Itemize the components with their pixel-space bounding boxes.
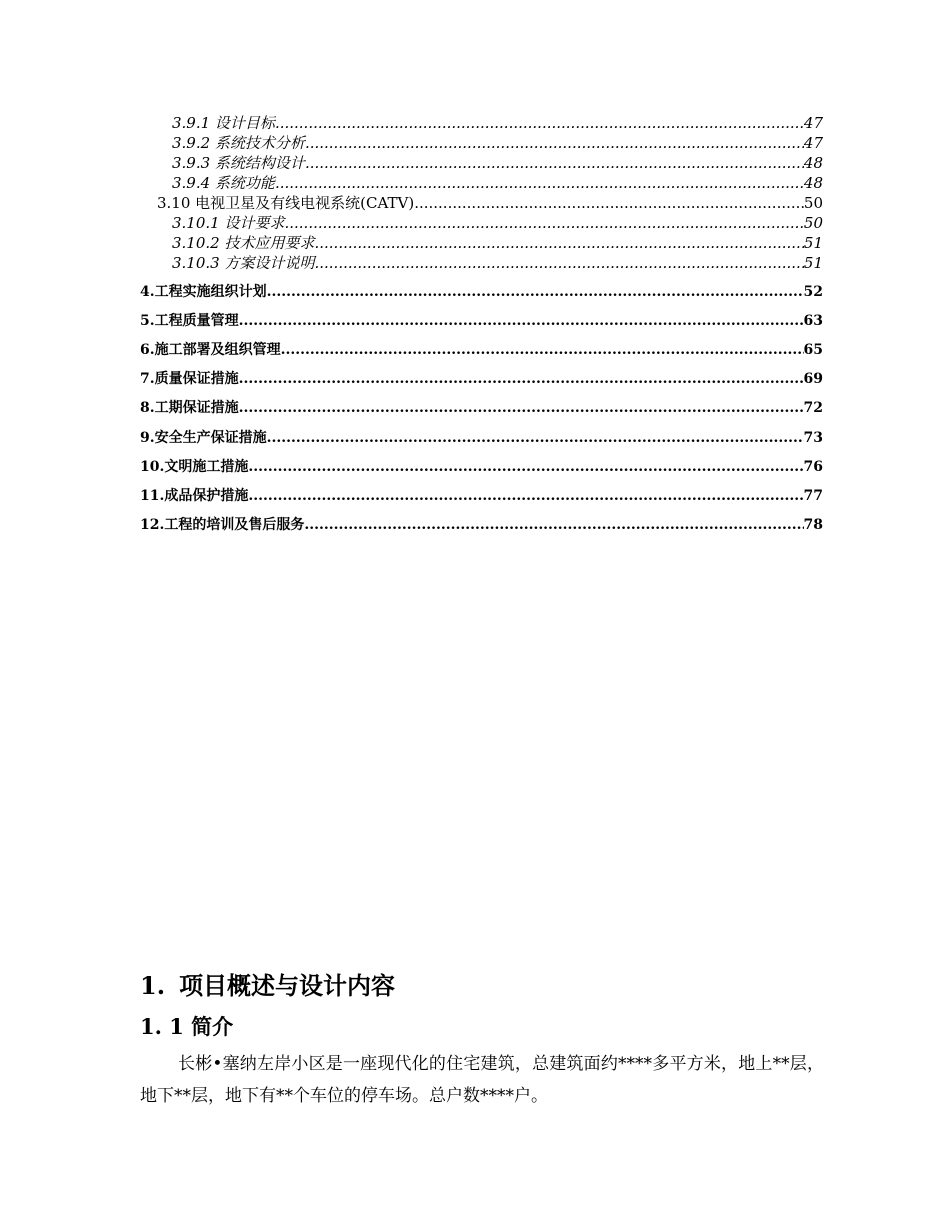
toc-entry-title: 3.9.3 系统结构设计	[172, 154, 305, 172]
toc-entry-title: 4.工程实施组织计划	[140, 284, 267, 300]
toc-dot-leader	[239, 398, 804, 418]
toc-entry-page: 47	[803, 134, 823, 152]
toc-entry-page: 73	[803, 430, 823, 446]
toc-entry[interactable]	[172, 233, 823, 253]
section-heading-1	[140, 968, 395, 1004]
toc-entry-page: 51	[803, 254, 823, 272]
toc-dot-leader	[281, 340, 804, 360]
toc-entry[interactable]	[140, 311, 823, 331]
toc-entry[interactable]	[140, 369, 823, 389]
toc-dot-leader	[275, 173, 804, 193]
toc-entry[interactable]	[140, 486, 823, 506]
toc-entry[interactable]	[172, 173, 823, 193]
toc-dot-leader	[275, 113, 804, 133]
toc-entry[interactable]	[172, 213, 823, 233]
toc-entry-page: 78	[803, 517, 823, 533]
toc-entry-title: 9.安全生产保证措施	[140, 430, 267, 446]
toc-entry[interactable]	[172, 113, 823, 133]
toc-entry-title: 3.9.4 系统功能	[172, 174, 275, 192]
toc-entry-title: 3.10.1 设计要求	[172, 214, 285, 232]
toc-entry[interactable]	[172, 153, 823, 173]
toc-entry-page: 48	[803, 154, 823, 172]
toc-entry-page: 63	[803, 313, 823, 329]
toc-entry[interactable]	[140, 398, 823, 418]
toc-entry-page: 76	[803, 459, 823, 475]
toc-dot-leader	[267, 428, 804, 448]
toc-entry-title: 8.工期保证措施	[140, 400, 239, 416]
toc-entry-page: 72	[803, 400, 823, 416]
toc-entry[interactable]	[140, 515, 823, 535]
toc-entry-page: 65	[803, 342, 823, 358]
toc-entry[interactable]	[157, 193, 823, 213]
toc-entry-title: 5.工程质量管理	[140, 313, 239, 329]
toc-dot-leader	[314, 253, 803, 273]
toc-entry-title: 11.成品保护措施	[140, 488, 249, 504]
intro-paragraph: 长彬•塞纳左岸小区是一座现代化的住宅建筑，总建筑面约****多平方米，地上**层，地下**层，地下有**个车位的停车场。总户数****户。	[140, 1054, 824, 1106]
toc-entry-page: 50	[803, 214, 823, 232]
toc-entry-page: 47	[803, 114, 823, 132]
toc-entry[interactable]	[140, 428, 823, 448]
toc-dot-leader	[305, 153, 804, 173]
toc-entry[interactable]	[140, 282, 823, 302]
toc-dot-leader	[239, 311, 804, 331]
toc-dot-leader	[248, 486, 803, 506]
toc-dot-leader	[305, 133, 804, 153]
toc-entry-page: 77	[803, 488, 823, 504]
toc-entry[interactable]	[172, 133, 823, 153]
toc-dot-leader	[239, 369, 804, 389]
toc-entry-title: 6.施工部署及组织管理	[140, 342, 281, 358]
section-number: 1.	[140, 971, 166, 1000]
toc-entry-title: 3.10 电视卫星及有线电视系统(CATV)	[157, 194, 415, 212]
toc-dot-leader	[284, 213, 803, 233]
toc-entry[interactable]	[172, 253, 823, 273]
toc-entry-title: 3.9.2 系统技术分析	[172, 134, 305, 152]
toc-entry[interactable]	[140, 457, 823, 477]
section-heading-2: 1. 1 简介	[140, 1014, 234, 1039]
toc-dot-leader	[304, 515, 803, 535]
toc-entry-page: 51	[803, 234, 823, 252]
toc-entry-title: 3.10.2 技术应用要求	[172, 234, 315, 252]
toc-entry-page: 48	[803, 174, 823, 192]
section-title: 项目概述与设计内容	[179, 971, 396, 1000]
toc-entry-title: 10.文明施工措施	[140, 459, 249, 475]
toc-entry-page: 52	[803, 284, 823, 300]
toc-entry-title: 7.质量保证措施	[140, 371, 239, 387]
toc-entry-title: 3.9.1 设计目标	[172, 114, 275, 132]
toc-dot-leader	[248, 457, 803, 477]
toc-entry-page: 69	[803, 371, 823, 387]
toc-dot-leader	[414, 193, 804, 213]
toc-dot-leader	[267, 282, 804, 302]
toc-entry-title: 3.10.3 方案设计说明	[172, 254, 315, 272]
toc-entry[interactable]	[140, 340, 823, 360]
toc-dot-leader	[314, 233, 803, 253]
toc-entry-page: 50	[803, 194, 823, 212]
toc-entry-title: 12.工程的培训及售后服务	[140, 517, 305, 533]
